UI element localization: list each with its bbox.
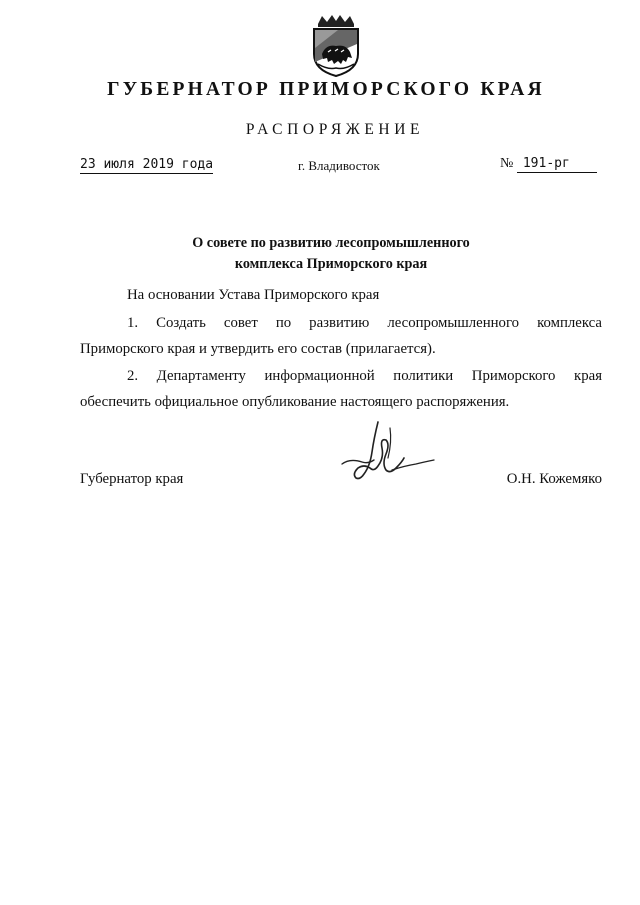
number-sign: № [500,156,514,171]
document-date: 23 июля 2019 года [80,157,214,172]
issuing-authority-heading: ГУБЕРНАТОР ПРИМОРСКОГО КРАЯ [107,79,545,100]
order-item-2-text: 2. Департаменту информационной политики Приморского края обеспечить официальное опубликование настоящего распоряжения. [80,368,602,410]
legal-basis-paragraph: На основании Устава Приморского края [127,287,380,303]
document-number [500,155,597,173]
handwritten-signature [334,418,438,494]
signatory-title: Губернатор края [80,471,184,487]
document-type-heading: РАСПОРЯЖЕНИЕ [245,121,425,138]
order-item-1 [80,310,602,362]
order-item-1-text: 1. Создать совет по развитию лесопромышленного комплекса Приморского края и утвердить его состав (прилагается). [80,315,602,357]
signatory-name: О.Н. Кожемяко [506,471,602,487]
document-city: г. Владивосток [298,158,380,173]
document-subject [0,233,640,275]
number-value: 191-рг [517,156,597,173]
coat-of-arms-icon [308,14,364,78]
order-item-2 [80,363,602,415]
subject-line-2: комплекса Приморского края [234,256,428,272]
subject-line-1: О совете по развитию лесопромышленного [192,235,470,251]
